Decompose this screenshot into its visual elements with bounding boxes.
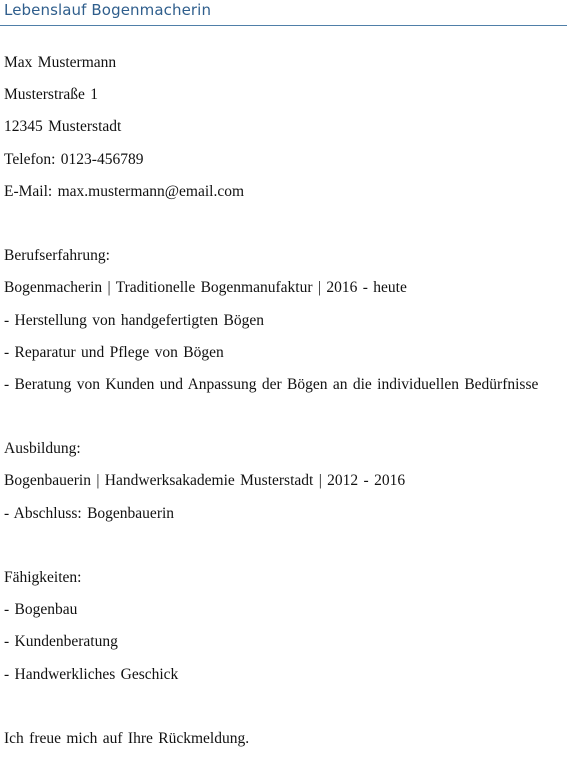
closing-text: Ich freue mich auf Ihre Rückmeldung. [4,729,250,747]
contact-email: E-Mail: max.mustermann@email.com [4,182,245,200]
spacer [4,211,564,243]
skills-item: - Bogenbau [4,601,78,619]
education-item: - Abschluss: Bogenbauerin [4,504,175,522]
education-heading: Ausbildung: [4,440,81,458]
skills-item: - Handwerkliches Geschick [4,665,179,683]
experience-item: - Reparatur und Pflege von Bögen [4,343,224,361]
experience-position: Bogenmacherin | Traditionelle Bogenmanufaktur | 2016 - heute [4,279,407,297]
skills-item: - Kundenberatung [4,633,118,651]
experience-item: - Herstellung von handgefertigten Bögen [4,311,264,329]
document-title: Lebenslauf Bogenmacherin [4,1,212,19]
experience-item: - Beratung von Kunden und Anpassung der Bögen an die individuellen Bedürfnisse [4,375,539,393]
contact-street: Musterstraße 1 [4,86,99,104]
contact-phone: Telefon: 0123-456789 [4,150,144,168]
contact-city: 12345 Musterstadt [4,118,122,136]
contact-name: Max Mustermann [4,54,117,71]
experience-heading: Berufserfahrung: [4,247,110,265]
spacer [4,404,564,436]
spacer [4,694,564,726]
document-header [0,0,567,26]
skills-heading: Fähigkeiten: [4,569,82,586]
spacer [4,533,564,565]
document-body [4,50,564,758]
education-entry: Bogenbauerin | Handwerksakademie Musterstadt | 2012 - 2016 [4,472,406,490]
